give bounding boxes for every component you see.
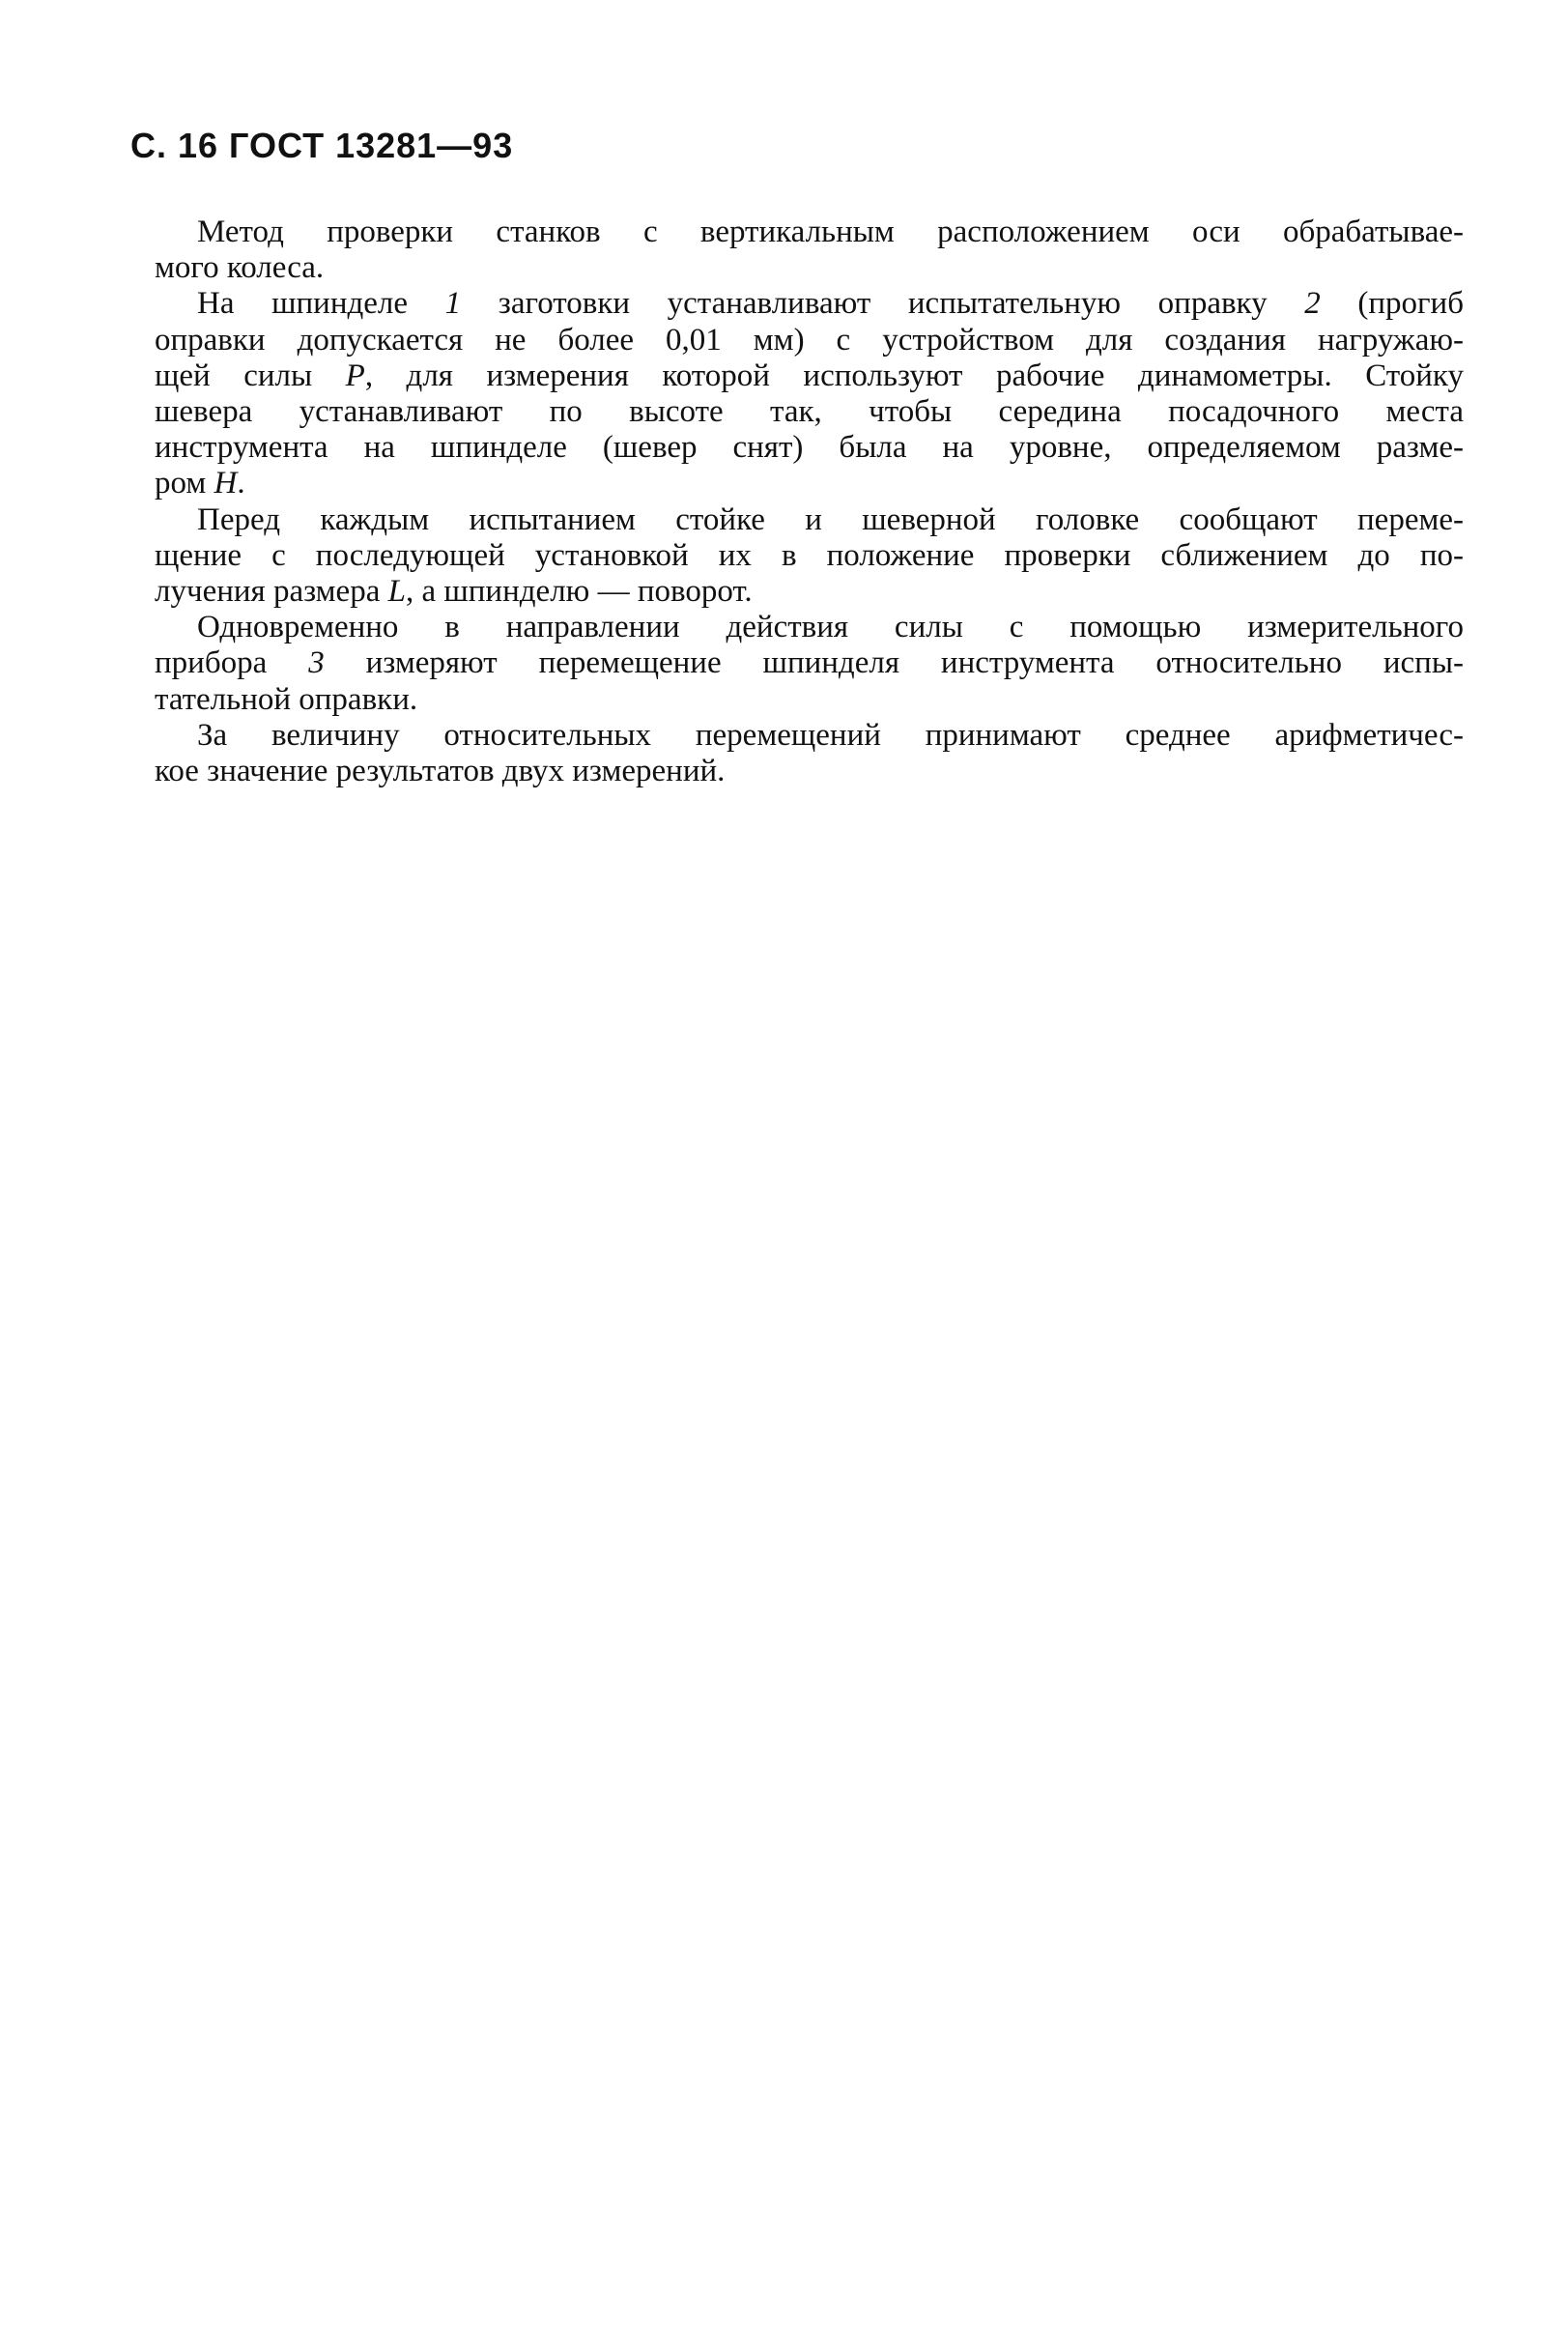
paragraph [155,718,1464,789]
text-line: ром H. [155,466,245,501]
italic-symbol: 2 [1304,286,1321,322]
paragraph [155,286,1464,501]
text-line: щение с последующей установкой их в положение проверки сближением до по- [155,537,1464,573]
italic-symbol: 3 [308,645,325,681]
text-line: прибора 3 измеряют перемещение шпинделя инструмента относительно испы- [155,645,1464,681]
italic-symbol: L [387,574,406,610]
text-line: За величину относительных перемещений принимают среднее арифметичес- [197,717,1464,753]
text-line: Перед каждым испытанием стойке и шеверной головке сообщают переме- [197,501,1464,537]
paragraph [155,610,1464,718]
paragraph [155,502,1464,611]
text-line: щей силы P, для измерения которой используют рабочие динамометры. Стойку [155,358,1464,393]
paragraph [155,215,1464,286]
italic-symbol: 1 [444,286,462,322]
italic-symbol: H [214,466,238,501]
text-line: Одновременно в направлении действия силы с помощью измерительного [197,610,1464,645]
text-line: кое значение результатов двух измерений. [155,754,726,789]
text-line: Метод проверки станков с вертикальным расположением оси обрабатывае- [197,215,1464,249]
page-header: С. 16 ГОСТ 13281—93 [130,126,514,165]
text-line: лучения размера L, а шпинделю — поворот. [155,574,753,610]
text-line: мого колеса. [155,250,325,286]
italic-symbol: P [345,358,365,393]
text-line: оправки допускается не более 0,01 мм) с устройством для создания нагружаю- [155,322,1464,358]
text-line: На шпинделе 1 заготовки устанавливают испытательную оправку 2 (прогиб [197,286,1465,322]
body-text [155,215,1464,789]
text-line: тательной оправки. [155,681,418,717]
text-line: шевера устанавливают по высоте так, чтобы середина посадочного места [155,394,1464,430]
text-line: инструмента на шпинделе (шевер снят) была на уровне, определяемом разме- [155,430,1464,466]
